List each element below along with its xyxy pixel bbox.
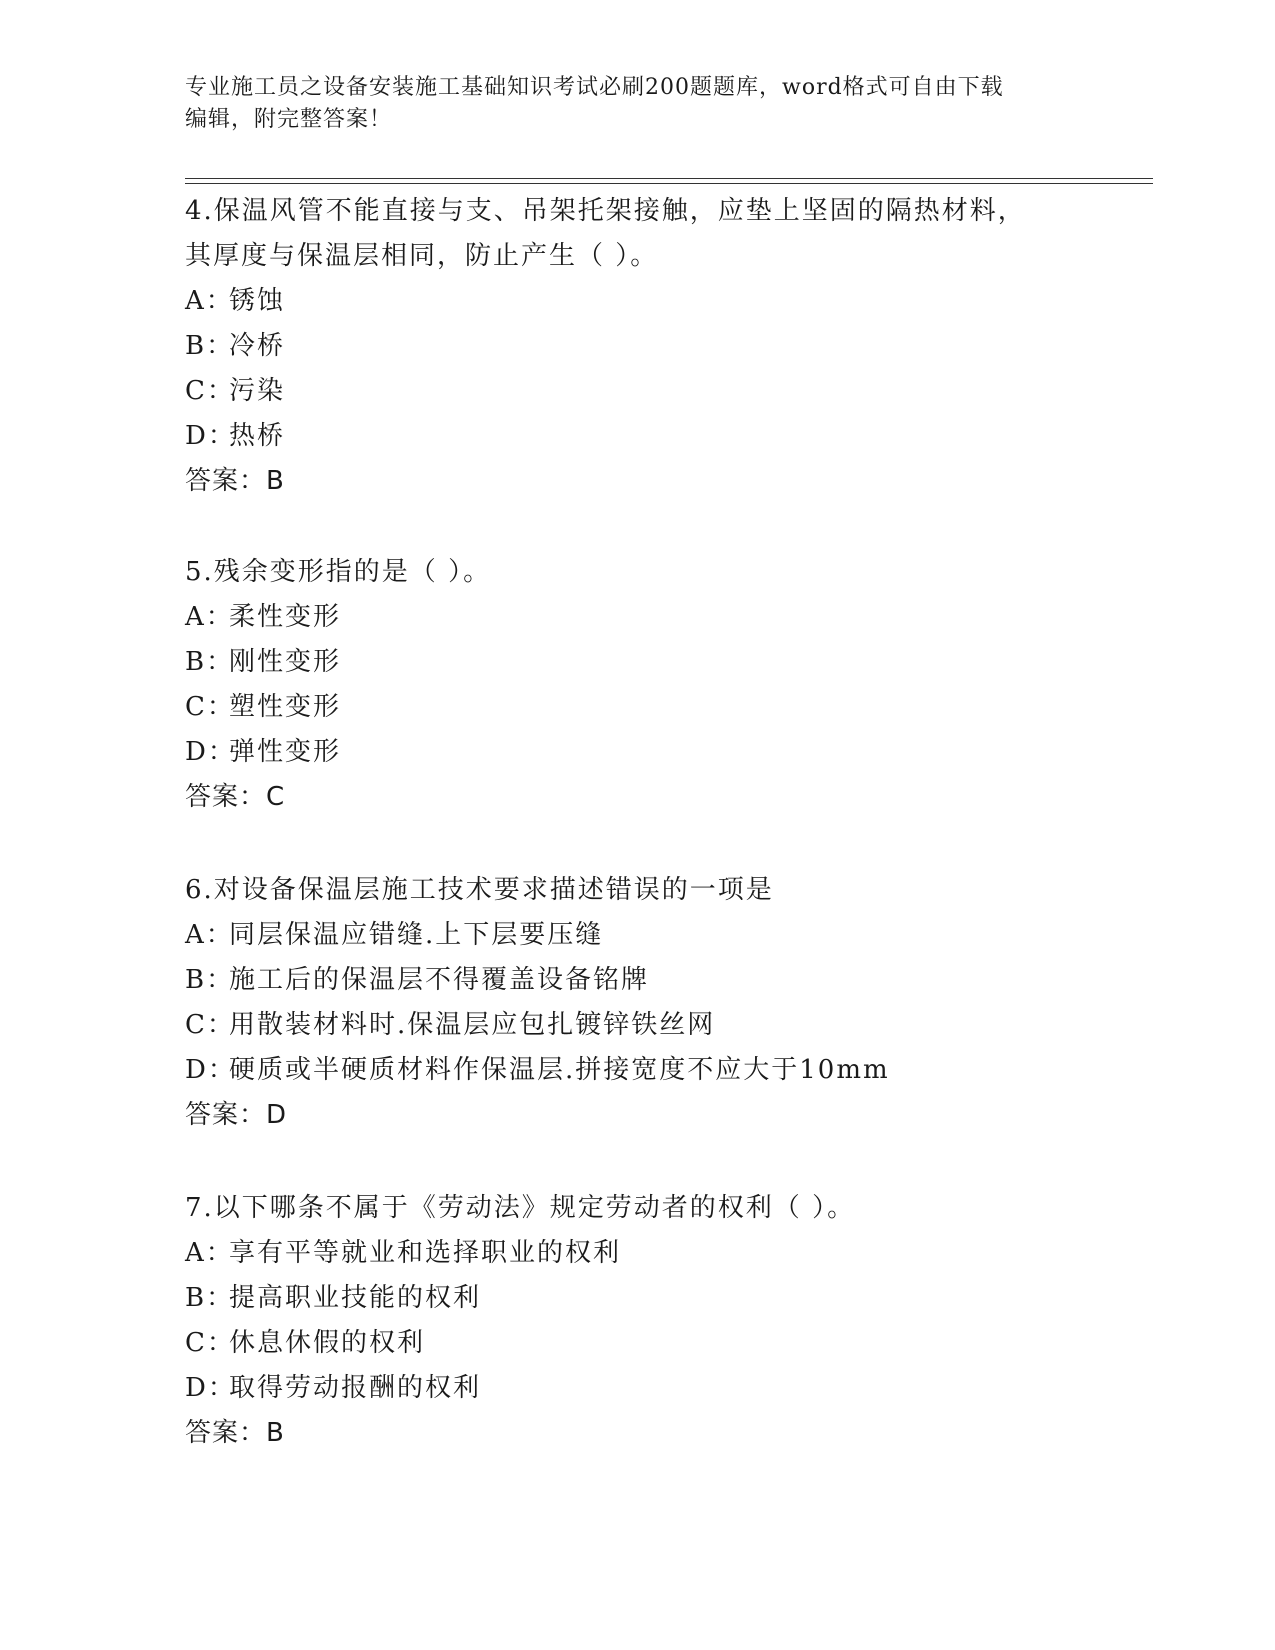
answer-line: 答案：B xyxy=(185,466,285,496)
option-c xyxy=(185,1321,1085,1366)
option-a xyxy=(185,595,1085,640)
option-key: C： xyxy=(185,1328,235,1358)
option-key: A： xyxy=(185,1238,234,1268)
header-divider-top xyxy=(185,178,1153,179)
option-text: 提高职业技能的权利 xyxy=(229,1283,482,1313)
option-b xyxy=(185,958,1085,1003)
header-line-1: 专业施工员之设备安装施工基础知识考试必刷200题题库，word格式可自由下载 xyxy=(185,75,1004,100)
option-b xyxy=(185,1276,1085,1321)
option-text: 热桥 xyxy=(229,421,286,451)
option-d xyxy=(185,414,1085,459)
option-text: 锈蚀 xyxy=(229,286,286,316)
document-header xyxy=(185,72,1065,136)
option-b xyxy=(185,324,1085,369)
option-text: 享有平等就业和选择职业的权利 xyxy=(229,1238,622,1268)
answer-line: 答案：C xyxy=(185,782,286,812)
option-key: B： xyxy=(185,647,235,677)
question-stem-line: 其厚度与保温层相同，防止产生（ ）。 xyxy=(185,241,659,271)
option-d xyxy=(185,730,1085,775)
answer-line: 答案：B xyxy=(185,1418,285,1448)
option-key: A： xyxy=(185,602,234,632)
option-key: C： xyxy=(185,692,235,722)
option-a xyxy=(185,1231,1085,1276)
option-key: A： xyxy=(185,286,234,316)
option-text: 取得劳动报酬的权利 xyxy=(229,1373,482,1403)
option-key: B： xyxy=(185,331,235,361)
option-key: D： xyxy=(185,1373,236,1403)
option-key: C： xyxy=(185,376,235,406)
option-a xyxy=(185,279,1085,324)
option-text: 休息休假的权利 xyxy=(229,1328,426,1358)
question-4 xyxy=(185,189,1085,504)
option-text: 硬质或半硬质材料作保温层.拼接宽度不应大于10mm xyxy=(229,1055,890,1085)
option-d xyxy=(185,1048,1085,1093)
question-stem-line: 6.对设备保温层施工技术要求描述错误的一项是 xyxy=(185,875,774,905)
option-text: 塑性变形 xyxy=(229,692,342,722)
option-a xyxy=(185,913,1085,958)
question-stem-line: 7.以下哪条不属于《劳动法》规定劳动者的权利（ ）。 xyxy=(185,1193,856,1223)
option-text: 污染 xyxy=(229,376,286,406)
header-divider-bottom xyxy=(185,183,1153,184)
question-stem-line: 5.残余变形指的是（ ）。 xyxy=(185,557,492,587)
header-line-2: 编辑，附完整答案！ xyxy=(185,107,393,132)
answer-line: 答案：D xyxy=(185,1100,288,1130)
option-text: 刚性变形 xyxy=(229,647,342,677)
option-text: 冷桥 xyxy=(229,331,286,361)
option-c xyxy=(185,685,1085,730)
question-7 xyxy=(185,1186,1085,1456)
option-key: D： xyxy=(185,737,236,767)
question-stem-line: 4.保温风管不能直接与支、吊架托架接触，应垫上坚固的隔热材料， xyxy=(185,196,1026,226)
option-text: 柔性变形 xyxy=(229,602,342,632)
option-key: B： xyxy=(185,965,235,995)
question-5 xyxy=(185,550,1085,820)
option-key: D： xyxy=(185,1055,236,1085)
option-text: 用散装材料时.保温层应包扎镀锌铁丝网 xyxy=(229,1010,716,1040)
option-key: C： xyxy=(185,1010,235,1040)
question-6 xyxy=(185,868,1085,1138)
option-c xyxy=(185,1003,1085,1048)
option-text: 施工后的保温层不得覆盖设备铭牌 xyxy=(229,965,650,995)
option-text: 同层保温应错缝.上下层要压缝 xyxy=(229,920,604,950)
option-key: D： xyxy=(185,421,236,451)
option-text: 弹性变形 xyxy=(229,737,342,767)
option-c xyxy=(185,369,1085,414)
option-key: B： xyxy=(185,1283,235,1313)
option-d xyxy=(185,1366,1085,1411)
option-key: A： xyxy=(185,920,234,950)
option-b xyxy=(185,640,1085,685)
